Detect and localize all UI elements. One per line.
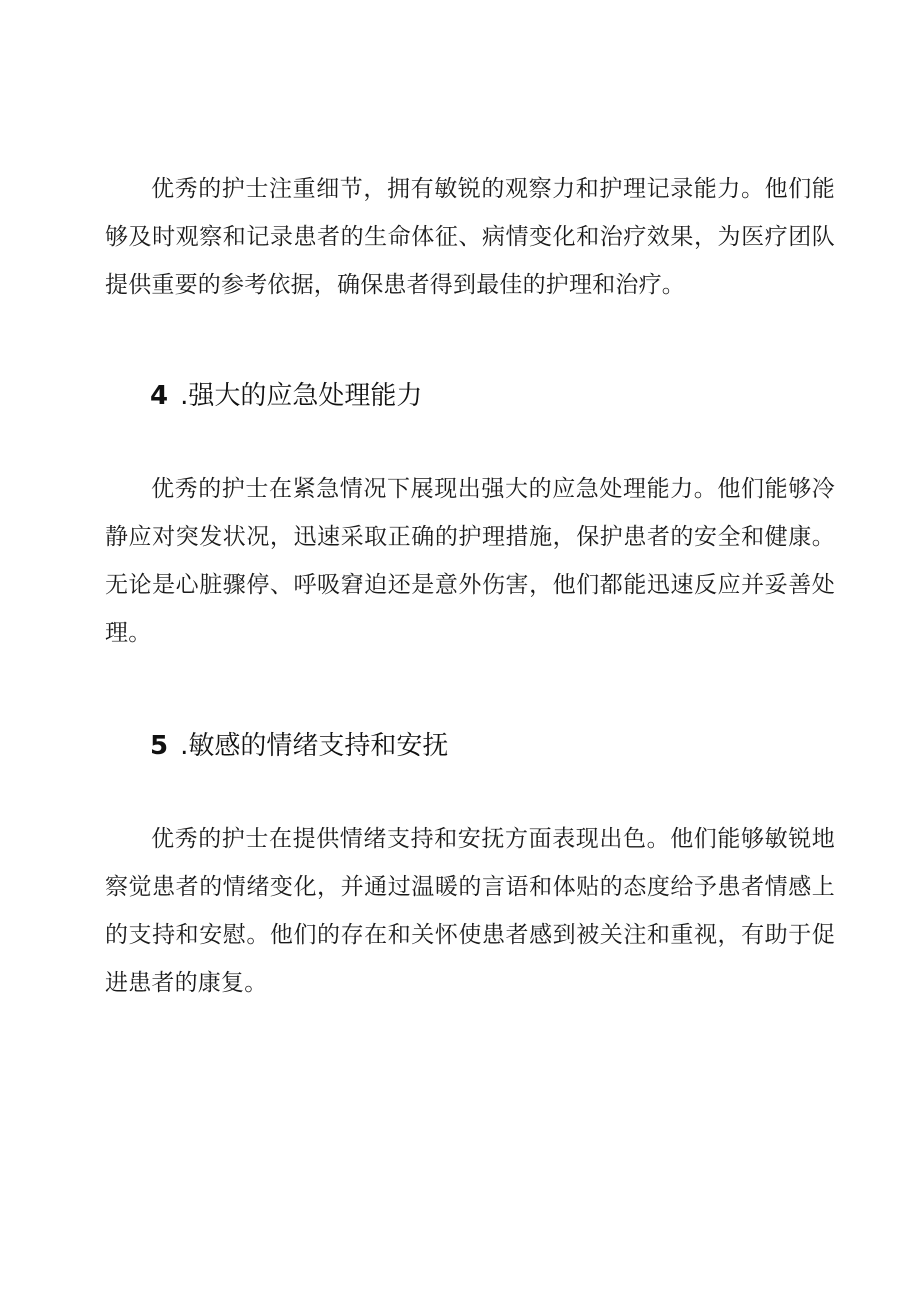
paragraph-detail-observation: 优秀的护士注重细节，拥有敏锐的观察力和护理记录能力。他们能够及时观察和记录患者的生命体征、病情变化和治疗效果，为医疗团队提供重要的参考依据，确保患者得到最佳的护理和治疗。 xyxy=(105,176,835,298)
paragraph-emotional-support: 优秀的护士在提供情绪支持和安抚方面表现出色。他们能够敏锐地察觉患者的情绪变化，并通过温暖的言语和体贴的态度给予患者情感上的支持和安慰。他们的存在和关怀使患者感到被关注和重视，有助于促进患者的康复。 xyxy=(105,826,835,996)
section-title: .强大的应急处理能力 xyxy=(180,381,423,411)
section-number: 4 xyxy=(150,381,169,411)
section-heading-5 xyxy=(150,726,448,766)
section-number: 5 xyxy=(150,731,169,761)
section-title: .敏感的情绪支持和安抚 xyxy=(180,731,449,761)
section-heading-4 xyxy=(150,376,422,416)
paragraph-emergency-handling: 优秀的护士在紧急情况下展现出强大的应急处理能力。他们能够冷静应对突发状况，迅速采取正确的护理措施，保护患者的安全和健康。无论是心脏骤停、呼吸窘迫还是意外伤害，他们都能迅速反应并妥善处理。 xyxy=(105,476,835,646)
